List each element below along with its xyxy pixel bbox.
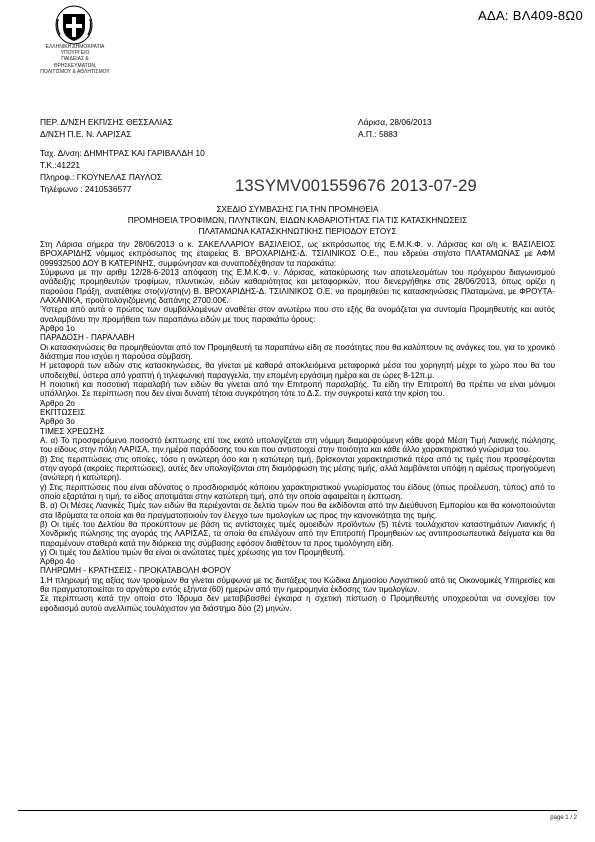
paragraph: Β. α) Οι Μέσες Λιανικές Τιμές των ειδών θα περιέχονται σε δελτία τιμών που θα εκδίδονται από την Διεύθυνση Εμπορίου και θα κοινοποιούνται στα Ιδρύματα τα οποία και θα πραγματοποιούν τον έλεγχο των τιμολογίων ως προς την κανονικότητα της τιμής. [40,501,555,520]
article-heading: Άρθρο 2ο [40,398,75,408]
paragraph: Α. α) Το προσφερόμενο ποσοστό έκπτωσης επί τοις εκατό υπολογίζεται στη νόμιμη διαμορφούμενη κάθε φορά Μέση Τιμή Λιανικής πώλησης του είδους στην πόλη ΛΑΡΙΣΑ, την ημέρα παράδοσης του και που αντιστοιχεί στην ποιότητα και κάθε άλλο χαρακτηριστικό γνώρισμα του. [40,435,555,455]
document-titles [40,204,555,237]
section-title: ΤΙΜΕΣ ΧΡΕΩΣΗΣ [40,426,105,436]
paragraph: β) Οι τιμές του Δελτίου θα προκύπτουν με βάση τις αντίστοιχες τιμές ομοειδών προϊόντων (5) πέντε τουλάχιστον καταστημάτων Λιανικής ή Χονδρικής πώλησης της αγοράς της ΛΑΡΙΣΑΣ, τα οποία θα επιλέγουν από την Επιτροπή Προμηθειών ως αντιπροσωπευτικά δείγματα και θα παραμένουν σταθερά κατά την διάρκεια της σύμβασης εφόσον διαθέτουν τα προς τιμολόγηση είδη. [40,519,555,548]
ministry-line: ΠΑΙΔΕΙΑΣ & ΘΡΗΣΚΕΥΜΑΤΩΝ, [53,56,97,69]
postal-code: Τ.Κ.:41221 [40,160,81,170]
date: Λάρισα, 28/06/2013 [358,117,432,127]
ministry-line: ΕΛΛΗΝΙΚΗ ΔΗΜΟΚΡΑΤΙΑ [45,44,105,50]
footer-divider [18,810,577,811]
section-title: ΕΚΠΤΩΣΕΙΣ [40,407,86,417]
title-line: ΣΧΕΔΙΟ ΣΥΜΒΑΣΗΣ ΓΙΑ ΤΗΝ ΠΡΟΜΗΘΕΙΑ [216,205,379,214]
protocol-number: Α.Π.: 5883 [358,129,398,139]
title-line: ΠΡΟΜΗΘΕΙΑ ΤΡΟΦΙΜΩΝ, ΠΛΥΝΤΙΚΩΝ, ΕΙΔΩΝ ΚΑΘΑΡΙΟΤΗΤΑΣ ΓΙΑ ΤΙΣ ΚΑΤΑΣΚΗΝΩΣΕΙΣ [127,216,468,225]
regional-directorate: ΠΕΡ. Δ/ΝΣΗ ΕΚΠ/ΣΗΣ ΘΕΣΣΑΛΙΑΣ [40,117,173,127]
ministry-line: ΥΠΟΥΡΓΕΙΟ [60,50,90,57]
paragraph: Οι κατασκηνώσεις θα προμηθεύονται από τον Προμηθευτή τα παραπάνω είδη σε ποσότητες που θα καλύπτουν τις ανάγκες του, για το χρονικό διάστημα που ισχύει η παρούσα σύμβαση. [40,342,555,361]
greek-emblem-icon [54,5,94,45]
paragraph: γ) Οι τιμές του Δελτίου τιμών θα είναι οι ανώτατες τιμές χρέωσης για τον Προμηθευτή. [40,547,345,557]
paragraph: Ύστερα από αυτά ο πρώτος των συμβαλλομένων αναθέτει στον ανωτέρω που στο εξής θα ονομάζεται για συντομία Προμηθευτής και αυτός αναλαμβάνει την προμήθεια των παραπάνω ειδών με τους παρακάτω όρους: [40,305,555,324]
contract-body [40,240,555,613]
ministry-line: ΠΟΛΙΤΙΣΜΟΥ & ΑΘΛΗΤΙΣΜΟΥ [40,68,110,75]
paragraph: Η μεταφορά των ειδών στις κατασκηνώσεις, θα γίνεται με καθαρά αποκλειόμενα μεταφορικά μέσα του χορηγητή μέχρι το χώρο που θα του υποδειχθεί, ύστερα από γραπτή ή τηλεφωνική παραγγελία, την επομένη εργάσιμη ημέρα και σε ώρες 8-12π.μ. [40,361,555,380]
article-heading: Άρθρο 3ο [40,417,75,427]
phone: Τηλέφωνο : 2410536577 [40,184,132,194]
section-title: ΠΛΗΡΩΜΗ - ΚΡΑΤΗΣΕΙΣ - ΠΡΟΚΑΤΑΒΟΛΗ ΦΟΡΟΥ [40,566,232,576]
title-line: ΠΛΑΤΑΜΩΝΑ ΚΑΤΑΣΚΗΝΩΤΙΚΗΣ ΠΕΡΙΟΔΟΥ ΕΤΟΥΣ [198,227,397,236]
section-title: ΠΑΡΑΔΟΣΗ - ΠΑΡΑΛΑΒΗ [40,333,135,343]
address: Ταχ. Δ/νση: ΔΗΜΗΤΡΑΣ ΚΑΙ ΓΑΡΙΒΑΛΔΗ 10 [40,148,205,158]
contact-info: Πληροφ.: ΓΚΟΥΝΕΛΑΣ ΠΑΥΛΟΣ [40,172,162,182]
directorate: Δ/ΝΣΗ Π.Ε. Ν. ΛΑΡΙΣΑΣ [40,129,132,139]
paragraph: β) Στις περιπτώσεις στις οποίες, τόσο η ανώτερη όσο και η κατώτερη τιμή, βρίσκονται χαρακτηριστικά πέρα από τις τιμές που προσφέρονται στην αγορά (ακραίες περιπτώσεις), αυτές δεν υπολογίζονται στη διαμόρφωση της μέσης τιμής, αλλά λαμβάνεται υπόψη η αμέσως προηγούμενη (ανώτερη ή κατώτερη). [40,454,555,483]
paragraph: Σε περίπτωση κατά την οποία στο Ίδρυμα δεν μεταβιβασθεί έγκαιρα η σχετική πίστωση ο Προμηθευτής υποχρεούται να συνεχίσει τον εφοδιασμό αυτού ανελλιπώς τουλάχιστον για διάστημα δύο (2) μηνών. [40,594,555,613]
ada-code: ΑΔΑ: ΒΛ409-8Ω0 [477,8,583,23]
paragraph: Σύμφωνα με την αριθμ 12/28-6-2013 απόφαση της Ε.Μ.Κ.Φ. ν. Λάρισας, κατακύρωσης των αποτελεσμάτων του πρόχειρου διαγωνισμού ανάδειξης προμηθευτών τροφίμων, πλυντικών, ειδών καθαριότητας και μεταφορικών, που διενεργήθηκε στις 28/06/2013, όπως ορίζει η παρούσα Πράξη, ανατέθηκε στο(ν)/στη(ν) Β. ΒΡΟΧΑΡΙΔΗΣ-Δ. ΤΣΙΛΙΝΙΚΟΣ Ο.Ε. να προμηθεύει τις κατασκηνώσεις Πλαταμώνα, με ΦΡΟΥΤΑ-ΛΑΧΑΝΙΚΑ, προϋπολογιζόμενης δαπάνης 2700.00€. [40,267,555,305]
ministry-block [40,44,110,75]
paragraph: Στη Λάρισα σήμερα την 28/06/2013 ο κ. ΣΑΚΕΛΛΑΡΙΟΥ ΒΑΣΙΛΕΙΟΣ, ως εκπρόσωπος της Ε.Μ.Κ.Φ. ν. Λάρισας και ο/η κ. ΒΑΣΙΛΕΙΟΣ ΒΡΟΧΑΡΙΔΗΣ νόμιμος εκπρόσωπος της εταιρείας Β. ΒΡΟΧΑΡΙΔΗΣ-Δ. ΤΣΙΛΙΝΙΚΟΣ Ο.Ε., που εδρεύει στη/στο ΠΛΑΤΑΜΩΝΑΣ με ΑΦΜ 099932500 ΔΟΥ Β ΚΑΤΕΡΙΝΗΣ, συμφώνησαν και συναποδέχθησαν τα παρακάτω: [40,240,555,268]
page-number: page 1 / 2 [550,815,577,821]
article-heading: Άρθρο 1ο [40,323,75,333]
paragraph: Η ποιοτική και ποσοτική παραλαβή των ειδών θα γίνεται από την Επιτροπή παραλαβής. Τα είδη την Επιτροπή θα πρέπει να είναι μόνιμοι υπάλληλοι. Σε περίπτωση που δεν είναι δυνατή τέτοια συγκρότηση τότε το Δ.Σ. την συγκροτεί κατά την κρίση του. [40,379,555,399]
paragraph: 1.Η πληρωμή της αξίας των τροφίμων θα γίνεται σύμφωνα με τις διατάξεις του Κώδικα Δημοσίου Λογιστικού από τις Οικονομικές Υπηρεσίες και θα πραγματοποιείται το αργότερο εντός εξήντα (60) ημερών από την ημερομηνία έκδοσης των τιμολογίων. [40,575,555,595]
paragraph: γ) Στις περιπτώσεις που είναι αδύνατος ο προσδιορισμός κάποιου χαρακτηριστικού γνωρίσματος του είδους (όπως προέλευση, τύπος) από το οποίο εξαρτάται η τιμή, το είδος αποτιμάται στην κατώτερη τιμή, από την οποία αφαιρείται η έκπτωση. [40,482,555,501]
registration-stamp: 13SYMV001559676 2013-07-29 [235,177,477,195]
article-heading: Άρθρο 4ο [40,557,75,567]
